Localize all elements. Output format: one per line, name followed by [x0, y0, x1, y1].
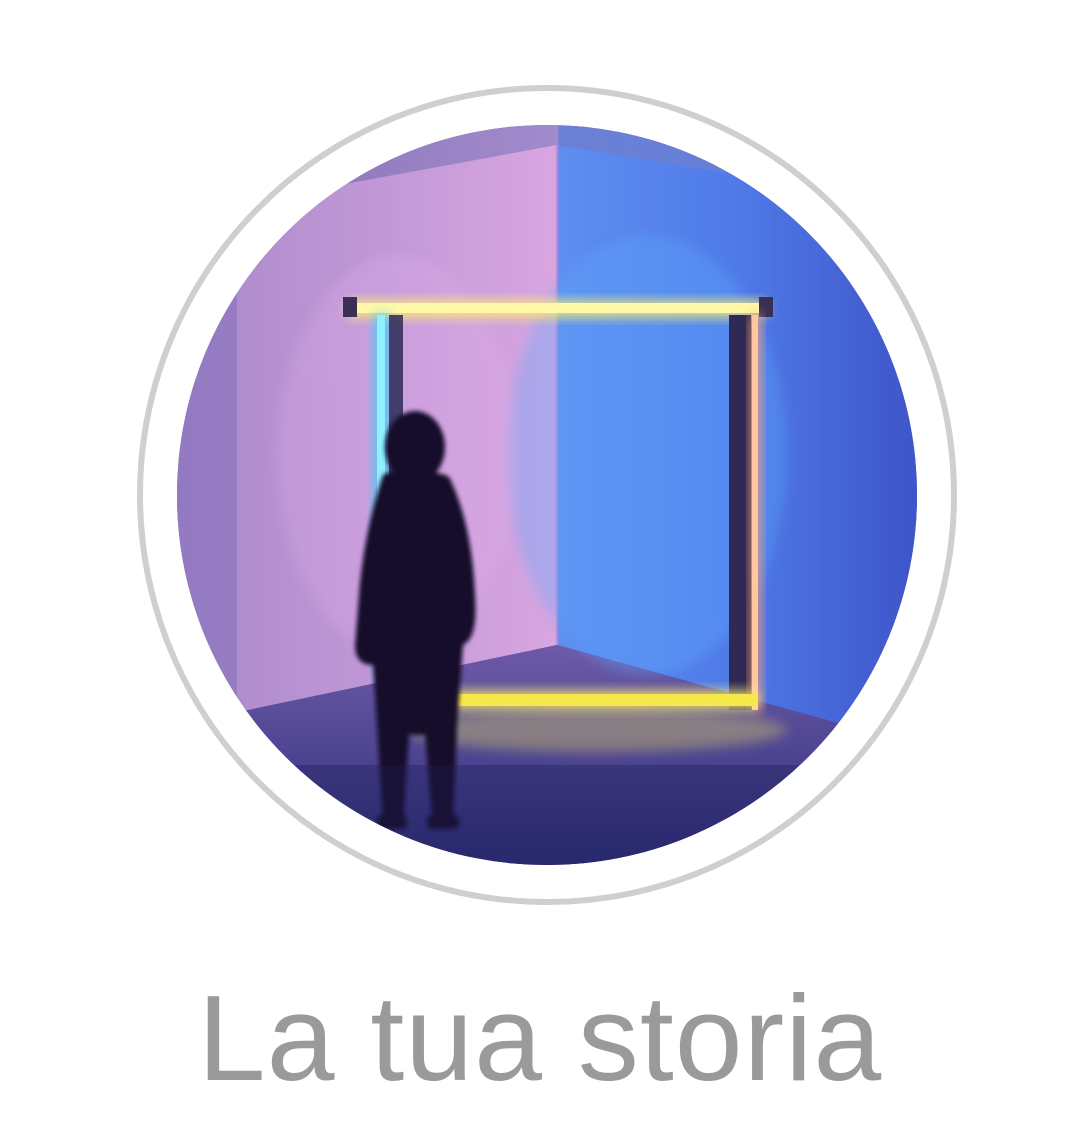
avatar-photo: [177, 125, 917, 865]
avatar[interactable]: [177, 125, 917, 865]
story-label: La tua storia: [197, 970, 883, 1106]
